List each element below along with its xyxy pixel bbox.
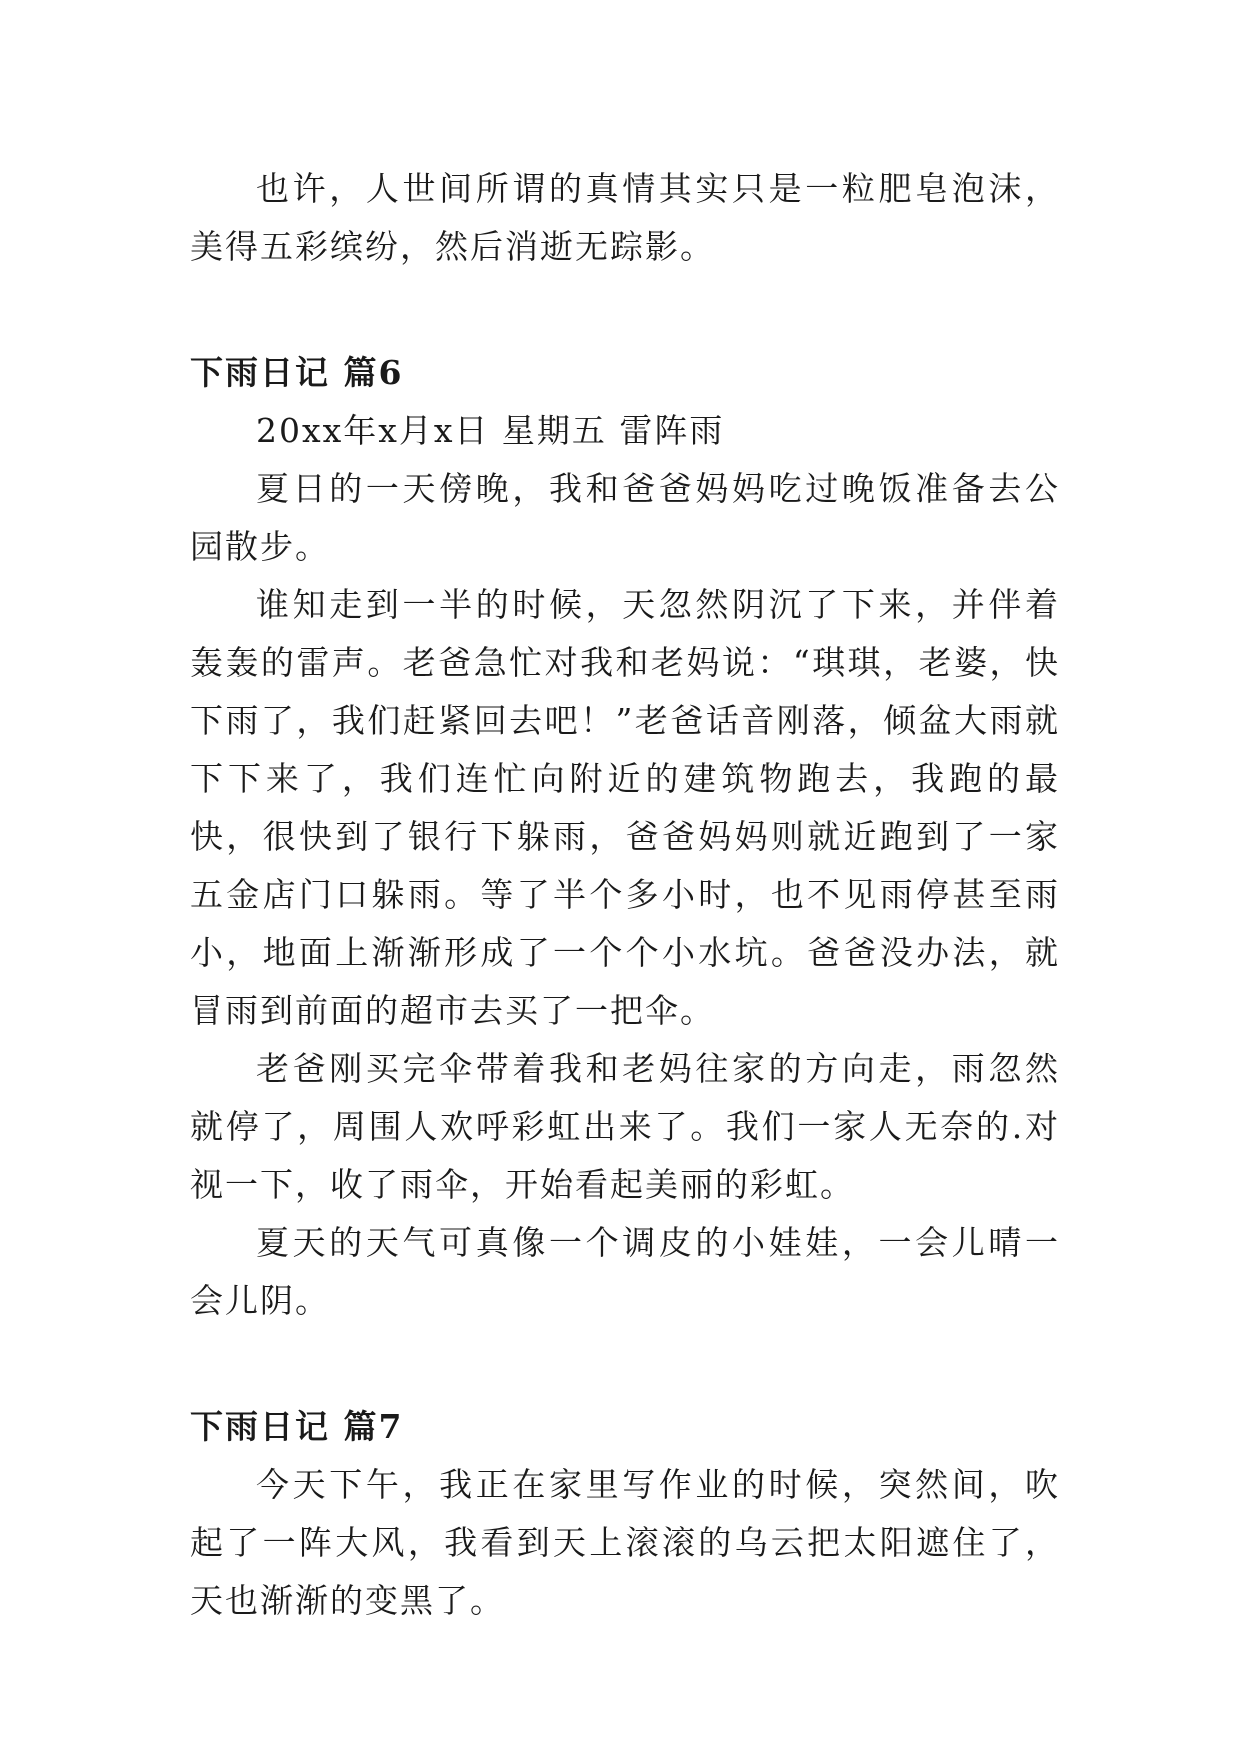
section-title-7: 下雨日记 篇7 xyxy=(190,1407,404,1446)
paragraph-7-1: 今天下午，我正在家里写作业的时候，突然间，吹起了一阵大风，我看到天上滚滚的乌云把太阳遮住了，天也渐渐的变黑了。 xyxy=(190,1465,1060,1620)
date-line: 20xx年x月x日 星期五 雷阵雨 xyxy=(256,411,725,450)
paragraph-intro: 也许，人世间所谓的真情其实只是一粒肥皂泡沫，美得五彩缤纷，然后消逝无踪影。 xyxy=(190,169,1060,266)
document-body xyxy=(190,160,1060,1630)
paragraph-6-2: 谁知走到一半的时候，天忽然阴沉了下来，并伴着轰轰的雷声。老爸急忙对我和老妈说：“琪琪，老婆，快下雨了，我们赶紧回去吧！”老爸话音刚落，倾盆大雨就下下来了，我们连忙向附近的建筑物跑去，我跑的最快，很快到了银行下躲雨，爸爸妈妈则就近跑到了一家五金店门口躲雨。等了半个多小时，也不见雨停甚至雨小，地面上渐渐形成了一个个小水坑。爸爸没办法，就冒雨到前面的超市去买了一把伞。 xyxy=(190,585,1060,1030)
paragraph-6-3: 老爸刚买完伞带着我和老妈往家的方向走，雨忽然就停了，周围人欢呼彩虹出来了。我们一家人无奈的.对视一下，收了雨伞，开始看起美丽的彩虹。 xyxy=(190,1049,1060,1204)
paragraph-6-1: 夏日的一天傍晚，我和爸爸妈妈吃过晚饭准备去公园散步。 xyxy=(190,469,1060,566)
section-title-6: 下雨日记 篇6 xyxy=(190,353,404,392)
paragraph-6-4: 夏天的天气可真像一个调皮的小娃娃，一会儿晴一会儿阴。 xyxy=(190,1223,1060,1320)
